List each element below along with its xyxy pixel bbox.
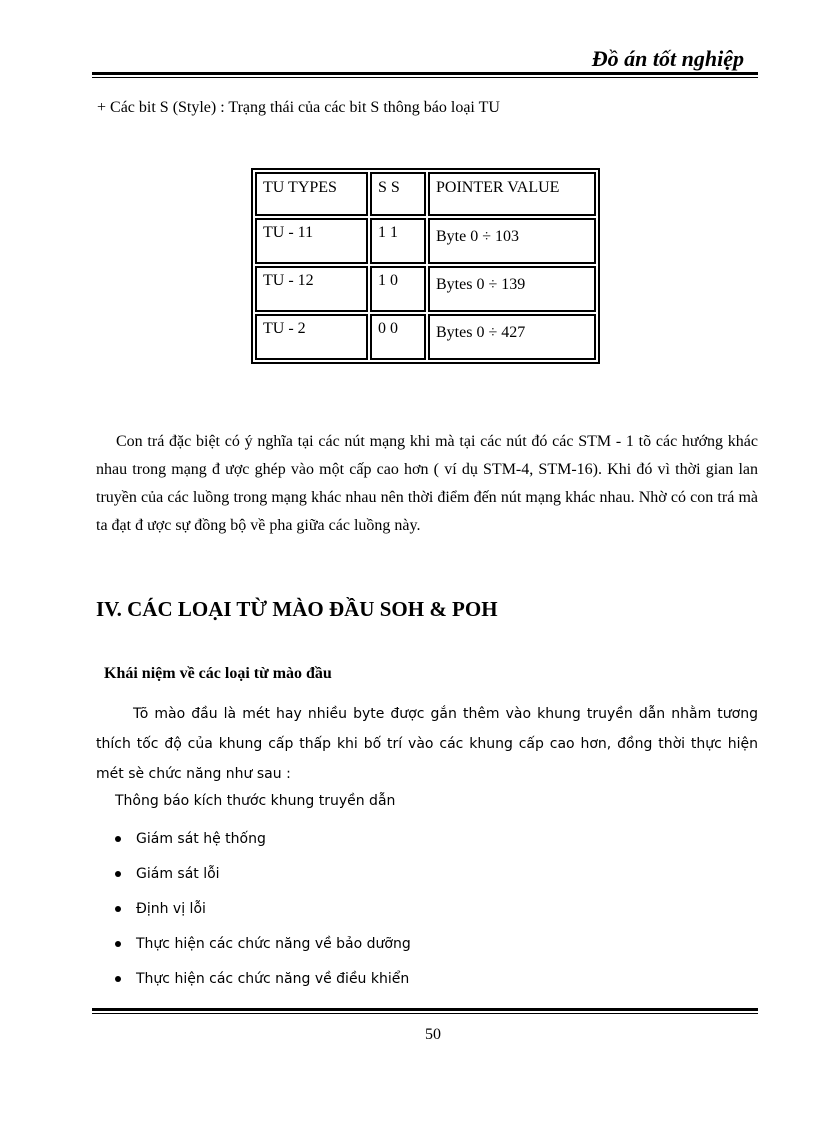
- bullet-icon: [115, 906, 121, 912]
- list-item: [115, 931, 411, 966]
- table-row: [255, 314, 596, 360]
- table-cell: TU - 2: [255, 314, 368, 360]
- bullet-icon: [115, 941, 121, 947]
- document-header-title: Đồ án tốt nghiệp: [591, 46, 744, 71]
- footer-rule: [92, 1008, 758, 1014]
- list-item: [115, 966, 411, 1001]
- body-paragraph: Tõ mào đầu là mét hay nhiều byte được gắn thêm vào khung truyền dẫn nhằm tương thích tốc độ của khung cấp thấp khi bố trí vào các khung cấp cao hơn, đồng thời thực hiện mét sè chức năng như sau :: [96, 706, 758, 782]
- tu-types-table: [251, 168, 600, 364]
- paragraph-pointer: Con trá đặc biệt có ý nghĩa tại các nút mạng khi mà tại các nút đó các STM - 1 tõ các hướng khác nhau trong mạng đ ược ghép vào một cấp cao hơn ( ví dụ STM-4, STM-16). Khi đó vì thời gian lan truyền của các luồng trong mạng khác nhau nên thời điểm đến nút mạng khác nhau. Nhờ có con trá mà ta đạt đ ược sự đồng bộ về pha giữa các luồng này.: [96, 433, 758, 534]
- table-cell: 1 1: [370, 218, 426, 264]
- page-number: 50: [425, 1026, 441, 1043]
- list-item-text: Thực hiện các chức năng về bảo dưỡng: [136, 936, 411, 952]
- table-row: [255, 266, 596, 312]
- intro-line: + Các bit S (Style) : Trạng thái của các bit S thông báo loại TU: [97, 99, 500, 116]
- table-cell: Byte 0 ÷ 103: [428, 218, 596, 264]
- bullet-icon: [115, 871, 121, 877]
- list-item-text: Giám sát lỗi: [136, 866, 220, 882]
- table-header-row: [255, 172, 596, 216]
- table-row: [255, 218, 596, 264]
- list-item: [115, 896, 411, 931]
- header-cell-tu-types: TU TYPES: [255, 172, 368, 216]
- list-item-text: Định vị lỗi: [136, 901, 206, 917]
- info-line: Thông báo kích thước khung truyền dẫn: [115, 793, 396, 809]
- header-cell-ss: S S: [370, 172, 426, 216]
- list-item: [115, 861, 411, 896]
- list-item-text: Giám sát hệ thống: [136, 831, 266, 847]
- bullet-list: [115, 826, 411, 1001]
- list-item-text: Thực hiện các chức năng về điều khiển: [136, 971, 410, 987]
- header-rule: [92, 72, 758, 78]
- table-cell: TU - 11: [255, 218, 368, 264]
- header-cell-pointer-value: POINTER VALUE: [428, 172, 596, 216]
- table-cell: 1 0: [370, 266, 426, 312]
- table-cell: Bytes 0 ÷ 427: [428, 314, 596, 360]
- list-item: [115, 826, 411, 861]
- subheading: Khái niệm về các loại từ mào đầu: [104, 665, 332, 682]
- bullet-icon: [115, 976, 121, 982]
- table-cell: Bytes 0 ÷ 139: [428, 266, 596, 312]
- section-heading: IV. CÁC LOẠI TỪ MÀO ĐẦU SOH & POH: [96, 597, 498, 621]
- bullet-icon: [115, 836, 121, 842]
- table-cell: 0 0: [370, 314, 426, 360]
- table-cell: TU - 12: [255, 266, 368, 312]
